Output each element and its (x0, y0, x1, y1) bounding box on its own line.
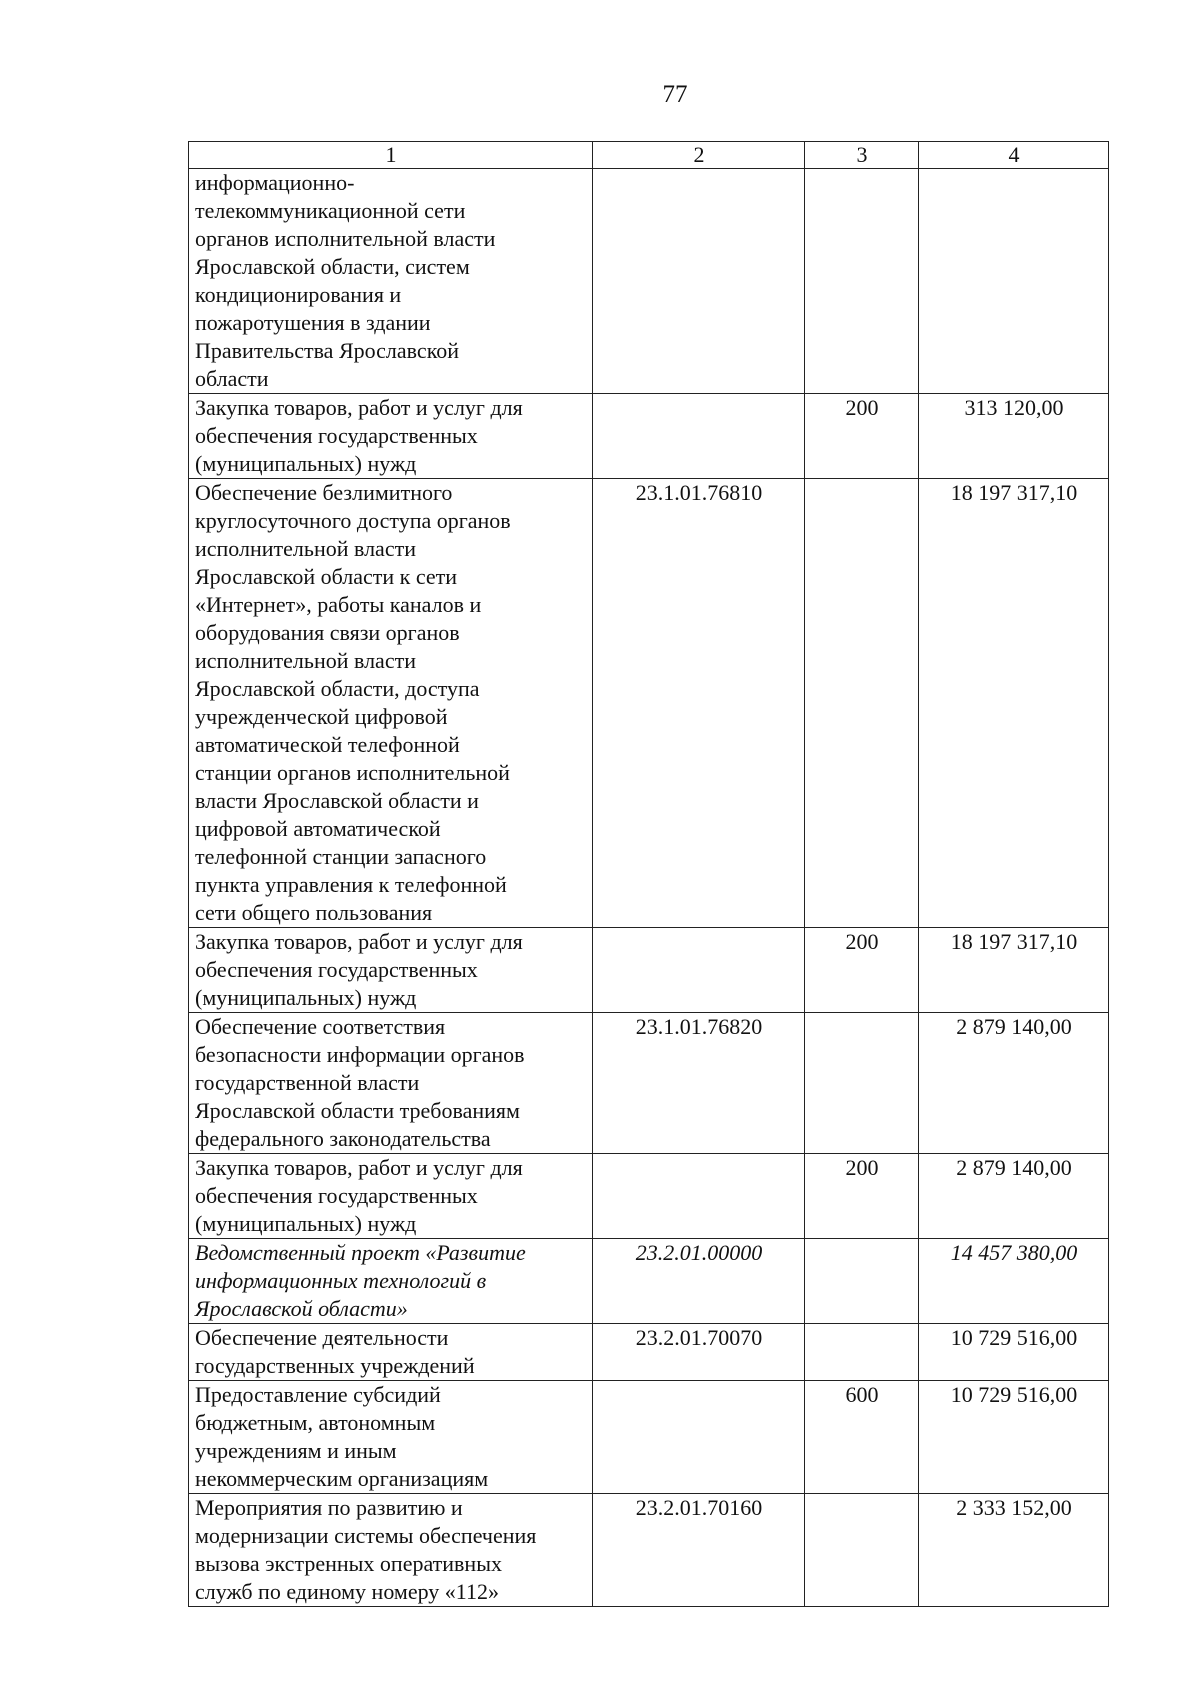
row-amount: 2 879 140,00 (919, 1154, 1109, 1239)
row-amount: 2 879 140,00 (919, 1013, 1109, 1154)
row-expense-type: 600 (805, 1381, 919, 1494)
description-line: бюджетным, автономным (195, 1410, 436, 1435)
row-expense-type (805, 169, 919, 394)
description-line: области (195, 366, 269, 391)
description-line: телефонной станции запасного (195, 844, 487, 869)
row-expense-type (805, 1013, 919, 1154)
description-line: Мероприятия по развитию и (195, 1495, 463, 1520)
description-line: исполнительной власти (195, 536, 416, 561)
row-amount: 2 333 152,00 (919, 1494, 1109, 1607)
row-description (189, 1154, 593, 1239)
row-expense-type: 200 (805, 394, 919, 479)
description-line: безопасности информации органов (195, 1042, 525, 1067)
row-expense-type: 200 (805, 928, 919, 1013)
description-line: информационных технологий в (195, 1268, 487, 1293)
description-line: Ярославской области к сети (195, 564, 458, 589)
description-line: Ярославской области, доступа (195, 676, 480, 701)
description-line: Предоставление субсидий (195, 1382, 441, 1407)
row-amount: 14 457 380,00 (919, 1239, 1109, 1324)
table-row (189, 169, 1109, 394)
row-description (189, 479, 593, 928)
description-line: некоммерческим организациям (195, 1466, 489, 1491)
row-expense-type (805, 1239, 919, 1324)
description-line: государственной власти (195, 1070, 420, 1095)
description-line: служб по единому номеру «112» (195, 1579, 499, 1604)
description-line: (муниципальных) нужд (195, 1211, 417, 1236)
description-line: федерального законодательства (195, 1126, 491, 1151)
row-description (189, 1239, 593, 1324)
description-line: Обеспечение деятельности (195, 1325, 449, 1350)
row-amount: 18 197 317,10 (919, 479, 1109, 928)
description-line: Ярославской области требованиям (195, 1098, 520, 1123)
description-line: автоматической телефонной (195, 732, 460, 757)
description-line: телекоммуникационной сети (195, 198, 466, 223)
description-line: Ярославской области» (195, 1296, 408, 1321)
table-row (189, 394, 1109, 479)
description-line: вызова экстренных оперативных (195, 1551, 502, 1576)
row-description (189, 1381, 593, 1494)
table-row (189, 1239, 1109, 1324)
row-description (189, 1324, 593, 1381)
description-line: пожаротушения в здании (195, 310, 431, 335)
header-col-3: 3 (805, 142, 919, 169)
header-col-1: 1 (189, 142, 593, 169)
description-line: обеспечения государственных (195, 423, 478, 448)
header-col-4: 4 (919, 142, 1109, 169)
description-line: оборудования связи органов (195, 620, 460, 645)
description-line: Закупка товаров, работ и услуг для (195, 1155, 523, 1180)
row-description (189, 1013, 593, 1154)
row-code: 23.2.01.70160 (593, 1494, 805, 1607)
table-row (189, 928, 1109, 1013)
row-expense-type (805, 1324, 919, 1381)
budget-table (188, 141, 1109, 1607)
description-line: кондиционирования и (195, 282, 402, 307)
description-line: «Интернет», работы каналов и (195, 592, 482, 617)
description-line: круглосуточного доступа органов (195, 508, 511, 533)
description-line: учреждениям и иным (195, 1438, 397, 1463)
description-line: сети общего пользования (195, 900, 433, 925)
description-line: цифровой автоматической (195, 816, 441, 841)
description-line: Правительства Ярославской (195, 338, 460, 363)
description-line: власти Ярославской области и (195, 788, 479, 813)
row-code (593, 1154, 805, 1239)
description-line: Закупка товаров, работ и услуг для (195, 395, 523, 420)
table-row (189, 1154, 1109, 1239)
row-code (593, 394, 805, 479)
description-line: Обеспечение соответствия (195, 1014, 446, 1039)
row-amount: 10 729 516,00 (919, 1324, 1109, 1381)
description-line: информационно- (195, 170, 355, 195)
description-line: государственных учреждений (195, 1353, 475, 1378)
row-amount: 10 729 516,00 (919, 1381, 1109, 1494)
description-line: Ведомственный проект «Развитие (195, 1240, 526, 1265)
row-description (189, 394, 593, 479)
table-row (189, 1013, 1109, 1154)
row-amount (919, 169, 1109, 394)
table-row (189, 1381, 1109, 1494)
row-expense-type: 200 (805, 1154, 919, 1239)
description-line: учрежденческой цифровой (195, 704, 448, 729)
row-expense-type (805, 1494, 919, 1607)
row-amount: 18 197 317,10 (919, 928, 1109, 1013)
row-code (593, 1381, 805, 1494)
row-code: 23.1.01.76810 (593, 479, 805, 928)
row-code: 23.2.01.00000 (593, 1239, 805, 1324)
description-line: модернизации системы обеспечения (195, 1523, 537, 1548)
table-row (189, 479, 1109, 928)
description-line: (муниципальных) нужд (195, 985, 417, 1010)
row-description (189, 928, 593, 1013)
header-col-2: 2 (593, 142, 805, 169)
row-code: 23.1.01.76820 (593, 1013, 805, 1154)
table-row (189, 1494, 1109, 1607)
row-code (593, 928, 805, 1013)
page-number: 77 (662, 81, 688, 108)
description-line: Ярославской области, систем (195, 254, 470, 279)
row-code: 23.2.01.70070 (593, 1324, 805, 1381)
row-description (189, 169, 593, 394)
description-line: Обеспечение безлимитного (195, 480, 453, 505)
description-line: (муниципальных) нужд (195, 451, 417, 476)
row-amount: 313 120,00 (919, 394, 1109, 479)
budget-table-body (189, 142, 1109, 1607)
description-line: Закупка товаров, работ и услуг для (195, 929, 523, 954)
description-line: пункта управления к телефонной (195, 872, 507, 897)
table-header-row (189, 142, 1109, 169)
description-line: станции органов исполнительной (195, 760, 510, 785)
row-code (593, 169, 805, 394)
description-line: исполнительной власти (195, 648, 416, 673)
row-description (189, 1494, 593, 1607)
table-row (189, 1324, 1109, 1381)
description-line: обеспечения государственных (195, 957, 478, 982)
description-line: обеспечения государственных (195, 1183, 478, 1208)
description-line: органов исполнительной власти (195, 226, 496, 251)
row-expense-type (805, 479, 919, 928)
